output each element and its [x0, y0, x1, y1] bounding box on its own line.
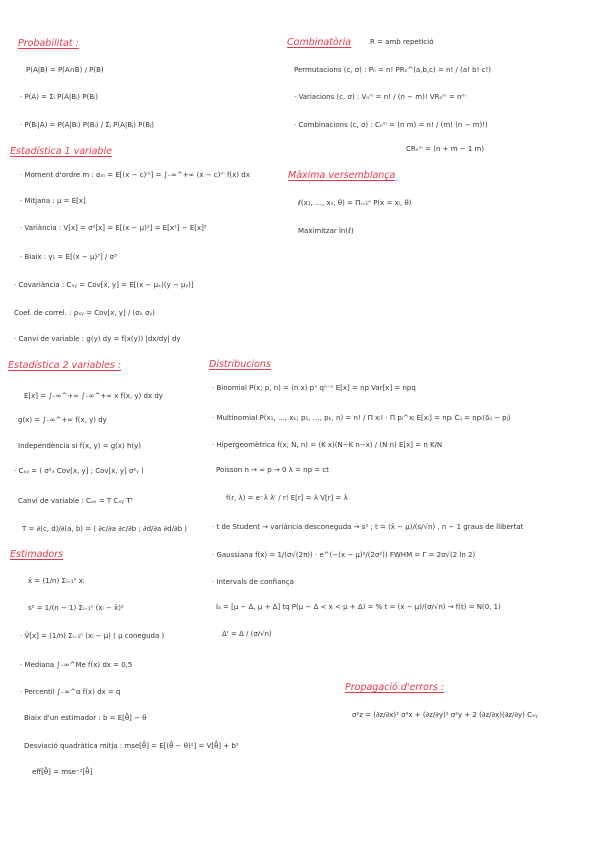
heading-maxima-versemblanca: Màxima versemblança	[288, 170, 396, 181]
formula-line: f(r, λ) = e⁻λ λʳ / r! E[r] = λ V[r] = λ	[226, 494, 348, 502]
formula-line: · Variacions (c, σ) : Vₙᵐ = n! / (n − m)! VRₙᵐ = nᵐ	[294, 93, 466, 101]
formula-line: g(x) = ∫₋∞^+∞ f(x, y) dy	[18, 416, 107, 424]
formula-line: · Biaix : γ₁ = E[(x − μ)³] / σ³	[20, 253, 117, 261]
formula-line: · Intervals de confiança	[212, 578, 294, 586]
formula-line: Δ' = Δ / (σ/√n)	[222, 630, 272, 638]
formula-line: · Mediana ∫₋∞^Me f(x) dx = 0,5	[20, 661, 133, 669]
formula-line: · Percentil ∫₋∞^α f(x) dx = q	[20, 688, 121, 696]
formula-line: · t de Student → variància desconeguda → s² ; t = (x̄ − μ)/(s/√n) , n − 1 graus de llibertat	[212, 523, 524, 531]
formula-line: · Binomial P(x; p, n) = (n x) pˣ qⁿ⁻ˣ E[x] = np Var[x] = npq	[212, 384, 416, 392]
formula-line: Canvi de variable : Cᵤᵥ = T Cₓᵧ Tᵀ	[18, 497, 134, 505]
heading-estadistica-1-variable: Estadística 1 variable	[10, 146, 112, 157]
formula-line: · Cₓᵧ = ( σ²ₓ Cov[x, y] ; Cov[x, y] σ²ᵧ )	[14, 467, 144, 475]
formula-line: · V̂[x] = (1/n) Σᵢ₌₁ⁿ (xᵢ − μ) ( μ coneguda )	[20, 632, 165, 640]
note-text: R = amb repetició	[370, 38, 434, 46]
formula-line: · Mitjana : μ = E[x]	[20, 197, 86, 205]
formula-line: · Multinomial P(x₁, …, xₖ; p₁, …, pₖ, n) = n! / Π xᵢ! · Π pᵢ^xᵢ E[xᵢ] = npᵢ Cᵢⱼ = npᵢ(δᵢⱼ − pⱼ)	[212, 414, 511, 422]
heading-distribucions: Distribucions	[209, 359, 271, 370]
formula-line: ℓ(x₁, …, xₙ, θ) = Πᵢ₌₁ⁿ P(x = xᵢ, θ)	[298, 199, 412, 207]
heading-propagacio-errors: Propagació d'errors :	[345, 682, 445, 693]
formula-line: Poisson n → ∞ p → 0 λ = np = ct	[216, 466, 329, 474]
formula-line: · Hipergeomètrica f(x; N, n) = (K x)(N−K n−x) / (N n) E[x] = n K/N	[212, 441, 443, 449]
formula-line: T = ∂(c, d)/∂(a, b) = ( ∂c/∂a ∂c/∂b ; ∂d/∂a ∂d/∂b )	[22, 525, 187, 533]
formula-line: · P(Bᵢ|A) = P(A|Bᵢ) P(Bᵢ) / Σⱼ P(A|Bⱼ) P(Bⱼ)	[20, 121, 154, 129]
formula-line: Desviació quadràtica mitja : mse[θ̂] = E[(θ̂ − θ)²] = V[θ̂] + b²	[24, 742, 239, 750]
formula-line: · Moment d'ordre m : αₘ = E[(x − c)ᵐ] = ∫₋∞^+∞ (x − c)ᵐ f(x) dx	[20, 171, 250, 179]
formula-line: Biaix d'un estimador : b = E[θ̂] − θ	[24, 714, 147, 722]
formula-line: CRₙᵐ = (n + m − 1 m)	[406, 145, 485, 153]
formula-line: x̄ = (1/n) Σᵢ₌₁ⁿ xᵢ	[28, 577, 84, 585]
formula-line: · Variància : V[x] = σ²[x] = E[(x − μ)²] = E[x²] − E[x]²	[20, 224, 207, 232]
formula-line: eff[θ̂] = mse⁻¹[θ̂]	[32, 768, 93, 776]
heading-estadistica-2-variables: Estadística 2 variables :	[8, 360, 122, 371]
formula-line: E[x] = ∫₋∞^+∞ ∫₋∞^+∞ x f(x, y) dx dy	[24, 392, 163, 400]
heading-combinatoria: Combinatòria	[287, 37, 352, 48]
formula-line: · Gaussiana f(x) = 1/(σ√(2π)) · e^(−(x − μ)²/(2σ²)) FWHM = Γ = 2σ√(2 ln 2)	[212, 551, 476, 559]
formula-line: · Combinacions (c, σ) : Cₙᵐ = (n m) = n! / (m! (n − m)!)	[294, 121, 488, 129]
heading-probabilitat: Probabilitat :	[18, 38, 79, 49]
formula-line: · Canvi de variable : g(y) dy = f(x(y)) |dx/dy| dy	[14, 335, 181, 343]
formula-line: Coef. de correl. : ρₓᵧ = Cov[x, y] / (σₓ σᵧ)	[14, 309, 155, 317]
heading-estimadors: Estimadors	[10, 549, 64, 560]
formula-line: Independència si f(x, y) = g(x) h(y)	[18, 442, 142, 450]
formula-line: · P(A) = Σᵢ P(A|Bᵢ) P(Bᵢ)	[20, 93, 98, 101]
formula-line: σ²z = (∂z/∂x)² σ²x + (∂z/∂y)² σ²y + 2 (∂z/∂x)(∂z/∂y) Cₓᵧ	[352, 711, 538, 719]
formula-line: P(A|B) = P(A∩B) / P(B)	[26, 66, 104, 74]
formula-line: s² = 1/(n − 1) Σᵢ₌₁ⁿ (xᵢ − x̄)²	[28, 604, 124, 612]
formula-line: Iₐ = [μ − Δ, μ + Δ] tq P(μ − Δ < x < μ + Δ) = % t = (x − μ)/(σ/√n) → f(t) = N(0, 1)	[216, 603, 501, 611]
formula-line: Permutacions (c, σ) : Pₙ = n! PRₙ^(a,b,c) = n! / (a! b! c!)	[294, 66, 492, 74]
formula-line: Maximitzar ln(ℓ)	[298, 227, 354, 235]
formula-line: · Covariància : Cₓᵧ = Cov[x, y] = E[(x − μₓ)(y − μᵧ)]	[14, 281, 194, 289]
